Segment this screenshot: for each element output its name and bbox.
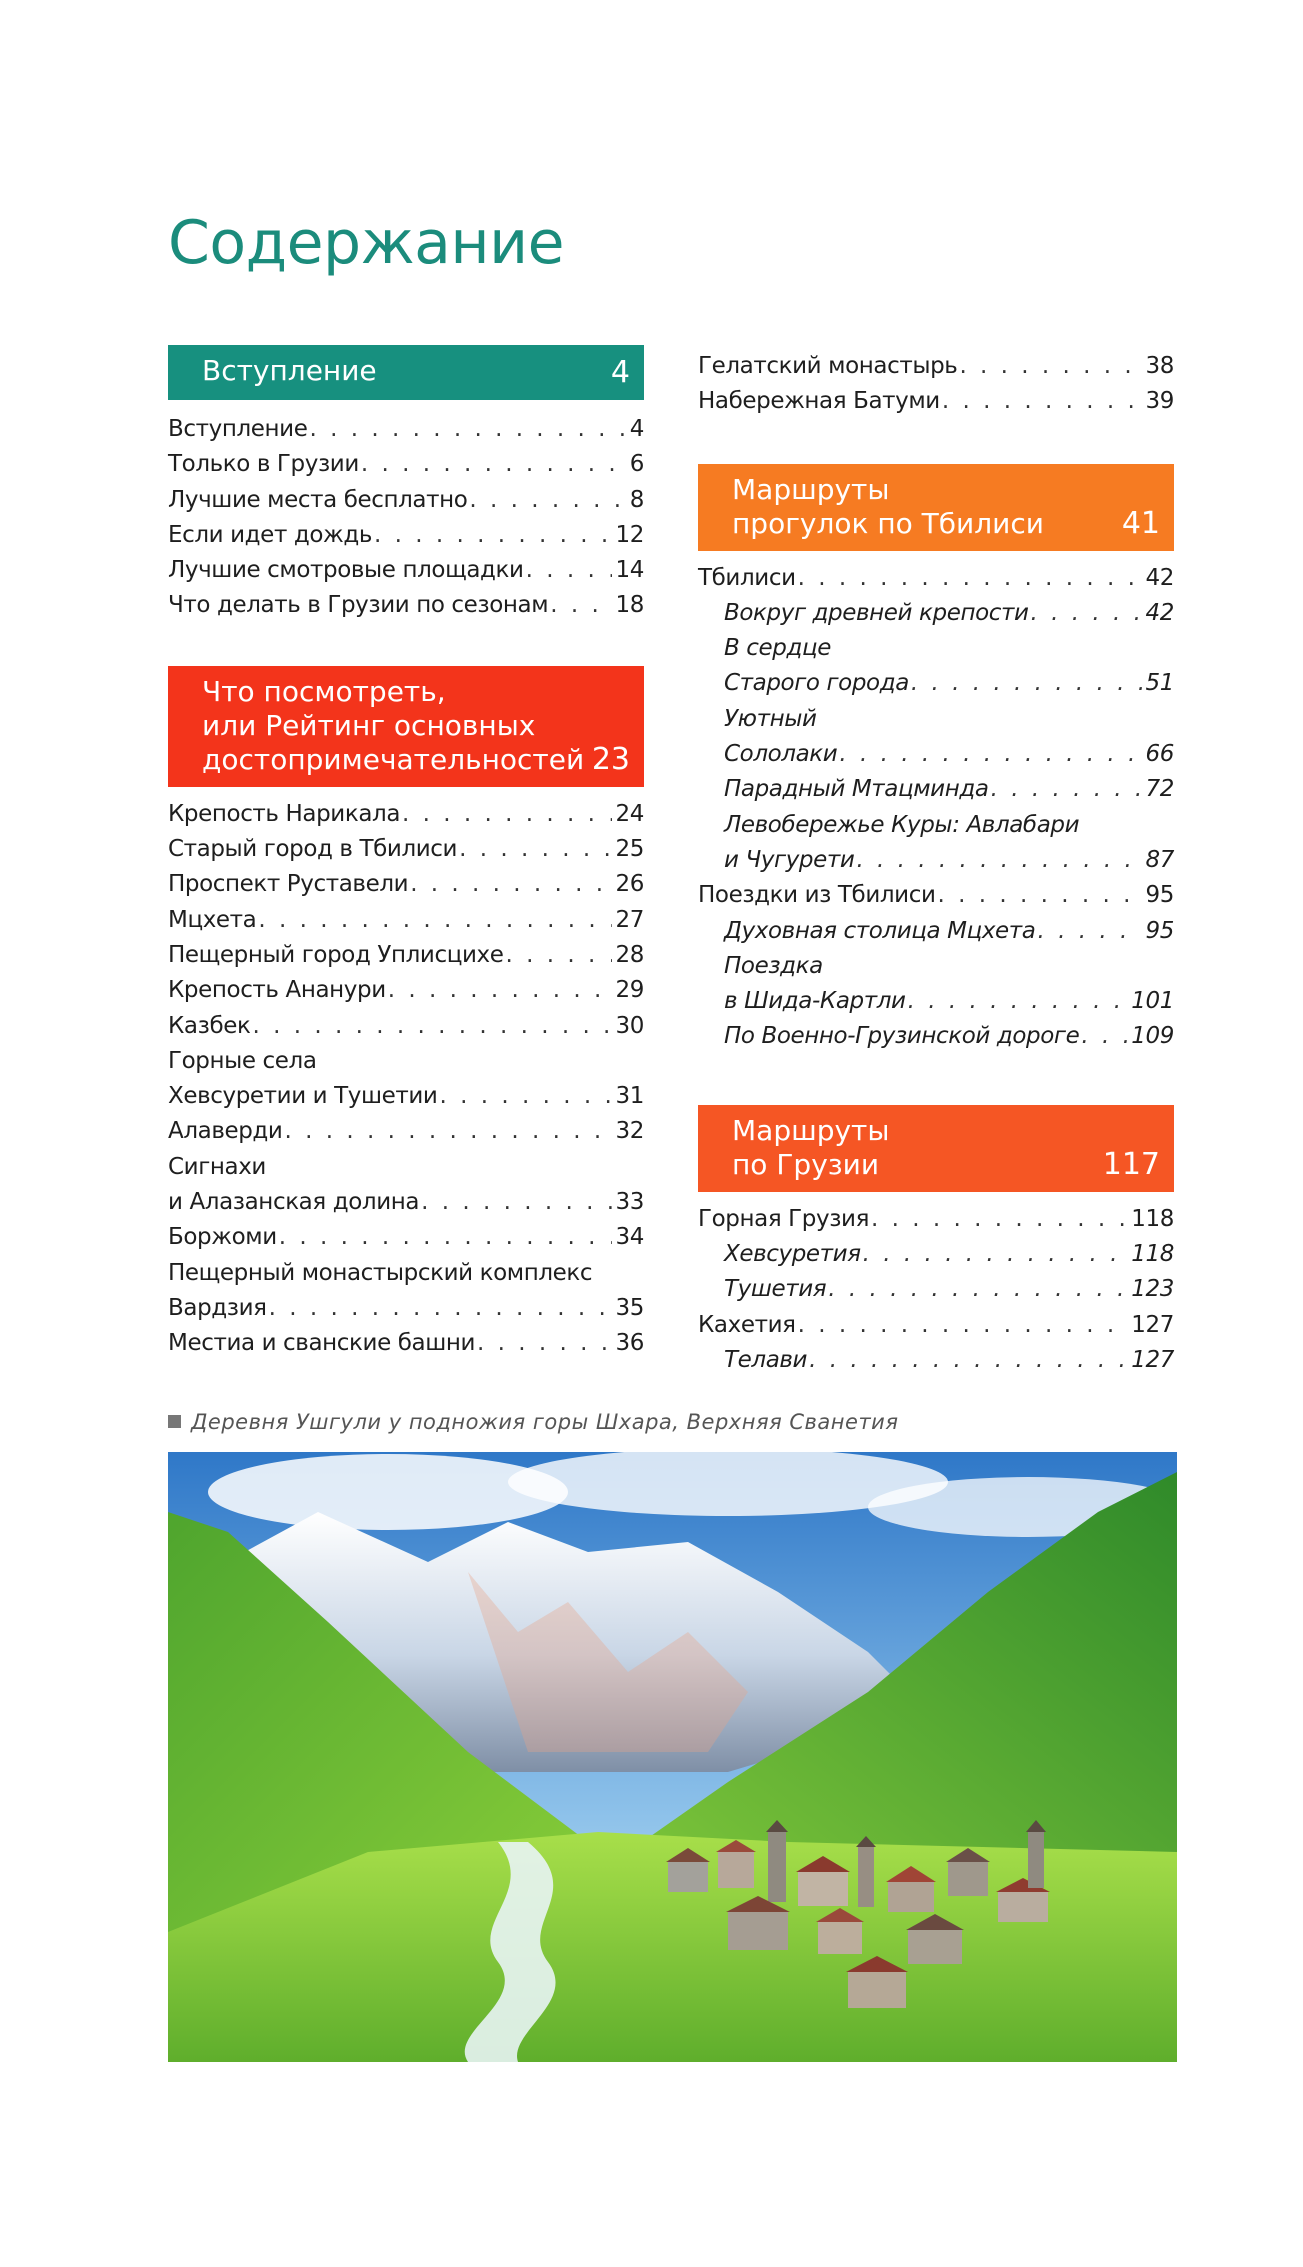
dot-leader [526, 553, 612, 588]
toc-entry-title: В сердце [724, 635, 831, 662]
dot-leader [309, 412, 625, 447]
toc-entry[interactable] [168, 553, 644, 588]
toc-entry-page: 14 [615, 557, 644, 584]
toc-entry-page: 28 [615, 941, 644, 968]
caption-square-icon [168, 1415, 181, 1428]
toc-left-column [168, 345, 644, 1362]
toc-entry[interactable] [698, 596, 1174, 631]
toc-entry-title: Алаверди [168, 1118, 283, 1145]
toc-entry-title: Боржоми [168, 1224, 277, 1251]
toc-entry-page: 42 [1145, 564, 1174, 591]
toc-entry-title: Старый город в Тбилиси [168, 836, 458, 863]
toc-entry[interactable] [168, 1114, 644, 1149]
dot-leader [402, 797, 612, 832]
toc-entry-page: 26 [615, 871, 644, 898]
toc-entry[interactable] [698, 843, 1174, 878]
dot-leader [410, 867, 611, 902]
dot-leader [991, 772, 1142, 807]
toc-entry-title: Сигнахи [168, 1153, 266, 1180]
toc-entry[interactable] [168, 867, 644, 902]
dot-leader [469, 483, 625, 518]
toc-entry-title: Если идет дождь [168, 521, 372, 548]
toc-entry-page: 18 [615, 592, 644, 619]
toc-entry[interactable] [168, 1185, 644, 1220]
toc-entry-title: Лучшие места бесплатно [168, 486, 468, 513]
section-page: 41 [1121, 505, 1160, 541]
toc-list-introduction [168, 412, 644, 624]
toc-entry-line[interactable] [698, 631, 1174, 666]
toc-entry[interactable] [168, 973, 644, 1008]
toc-entry-title: Хевсуретии и Тушетии [168, 1083, 438, 1110]
toc-entry-page: 27 [615, 906, 644, 933]
section-page: 4 [610, 355, 630, 390]
toc-entry-title: Поездка [724, 952, 823, 979]
toc-entry-title: Мцхета [168, 906, 257, 933]
toc-entry[interactable] [698, 737, 1174, 772]
dot-leader [388, 973, 612, 1008]
toc-entry-title: Местиа и сванские башни [168, 1330, 476, 1357]
section-title: Что посмотреть, или Рейтинг основных достопримечательностей [202, 674, 585, 776]
toc-entry-page: 87 [1145, 846, 1174, 873]
toc-entry-title: и Алазанская долина [168, 1189, 420, 1216]
dot-leader [856, 843, 1141, 878]
toc-entry-title: Только в Грузии [168, 451, 359, 478]
dot-leader [550, 588, 611, 623]
toc-list-georgia-routes [698, 1202, 1174, 1378]
dot-leader [938, 878, 1142, 913]
toc-entry[interactable] [168, 1220, 644, 1255]
toc-entry-page: 109 [1131, 1023, 1174, 1050]
toc-entry-page: 33 [615, 1189, 644, 1216]
toc-entry-page: 38 [1145, 353, 1174, 379]
section-banner-georgia-routes[interactable] [698, 1105, 1174, 1192]
toc-entry-title: По Военно-Грузинской дороге [724, 1023, 1080, 1050]
toc-entry[interactable] [698, 1237, 1174, 1272]
toc-entry-title: Телави [724, 1346, 808, 1373]
toc-entry[interactable] [698, 1019, 1174, 1054]
toc-entry[interactable] [698, 666, 1174, 701]
dot-leader [421, 1185, 611, 1220]
toc-entry-page: 127 [1131, 1346, 1174, 1373]
dot-leader [1037, 914, 1141, 949]
toc-entry-page: 51 [1145, 670, 1174, 697]
toc-entry[interactable] [698, 1343, 1174, 1378]
toc-entry[interactable] [698, 914, 1174, 949]
toc-entry-page: 66 [1145, 741, 1174, 768]
toc-entry-page: 123 [1131, 1276, 1174, 1303]
toc-entry-line[interactable] [698, 702, 1174, 737]
toc-entry-page: 42 [1145, 599, 1174, 626]
toc-list-tbilisi-walks [698, 561, 1174, 1055]
toc-entry-title: Вардзия [168, 1294, 267, 1321]
toc-entry-line[interactable] [168, 1256, 644, 1291]
photo-ushguli [168, 1452, 1177, 2062]
dot-leader [839, 737, 1141, 772]
toc-entry-title: Старого города [724, 670, 909, 697]
dot-leader [911, 666, 1142, 701]
dot-leader [863, 1237, 1128, 1272]
toc-entry[interactable] [698, 1202, 1174, 1237]
toc-entry[interactable] [168, 412, 644, 447]
dot-leader [361, 447, 626, 482]
toc-entry-title: Тбилиси [698, 564, 796, 591]
toc-entry-title: Лучшие смотровые площадки [168, 557, 524, 584]
toc-entry[interactable] [698, 349, 1174, 384]
toc-entry[interactable] [168, 518, 644, 553]
dot-leader [459, 832, 611, 867]
toc-entry-page: 29 [615, 977, 644, 1004]
toc-entry-title: Горные села [168, 1047, 317, 1074]
toc-entry-page: 127 [1131, 1311, 1174, 1338]
dot-leader [374, 518, 612, 553]
section-title: Вступление [202, 354, 377, 387]
toc-entry[interactable] [168, 588, 644, 623]
toc-entry-page: 25 [615, 836, 644, 863]
toc-entry-page: 30 [615, 1012, 644, 1039]
toc-entry[interactable] [698, 772, 1174, 807]
toc-entry-title: и Чугурети [724, 846, 855, 873]
toc-entry-page: 8 [629, 486, 644, 513]
toc-list-sights [168, 797, 644, 1362]
toc-entry-title: Хевсуретия [724, 1241, 861, 1268]
dot-leader [1081, 1019, 1127, 1054]
toc-entry-title: Казбек [168, 1012, 251, 1039]
toc-entry-title: Вступление [168, 416, 308, 442]
toc-entry[interactable] [168, 1326, 644, 1361]
toc-entry[interactable] [168, 797, 644, 832]
toc-entry-title: Поездки из Тбилиси [698, 882, 936, 909]
toc-entry[interactable] [698, 878, 1174, 913]
section-page: 117 [1102, 1146, 1160, 1182]
page-title: Содержание [168, 208, 565, 278]
dot-leader [439, 1079, 611, 1114]
toc-entry-title: Тушетия [724, 1276, 827, 1303]
toc-entry-page: 31 [615, 1083, 644, 1110]
toc-entry-page: 24 [615, 800, 644, 827]
section-banner-introduction[interactable] [168, 345, 644, 400]
toc-entry-page: 35 [615, 1294, 644, 1321]
toc-entry-page: 39 [1145, 388, 1174, 415]
dot-leader [477, 1326, 611, 1361]
toc-entry-page: 95 [1145, 917, 1174, 944]
dot-leader [269, 1291, 612, 1326]
dot-leader [908, 984, 1128, 1019]
section-title: Маршруты по Грузии [732, 1113, 890, 1181]
toc-entry-line[interactable] [168, 1150, 644, 1185]
section-page: 23 [591, 741, 630, 777]
section-banner-tbilisi-walks[interactable] [698, 464, 1174, 551]
toc-entry[interactable] [168, 1291, 644, 1326]
dot-leader [828, 1272, 1127, 1307]
toc-entry-page: 101 [1131, 988, 1174, 1015]
toc-entry-page: 12 [615, 521, 644, 548]
toc-entry-title: Набережная Батуми [698, 388, 940, 415]
dot-leader [284, 1114, 611, 1149]
toc-entry-page: 118 [1131, 1205, 1174, 1232]
toc-entry-title: Пещерный город Уплисцихе [168, 941, 504, 968]
toc-entry[interactable] [698, 561, 1174, 596]
dot-leader [258, 903, 611, 938]
toc-entry[interactable] [168, 832, 644, 867]
toc-entry-title: в Шида-Картли [724, 988, 906, 1015]
dot-leader [871, 1202, 1127, 1237]
toc-entry-line[interactable] [698, 949, 1174, 984]
toc-entry-title: Сололаки [724, 741, 838, 768]
caption-text: Деревня Ушгули у подножия горы Шхара, Верхняя Сванетия [191, 1410, 899, 1434]
toc-entry-page: 34 [615, 1224, 644, 1251]
toc-entry[interactable] [698, 984, 1174, 1019]
toc-right-column [698, 345, 1174, 1378]
toc-entry-title: Пещерный монастырский комплекс [168, 1259, 593, 1286]
toc-entry-title: Проспект Руставели [168, 871, 409, 898]
dot-leader [798, 1308, 1128, 1343]
dot-leader [1031, 596, 1142, 631]
toc-entry-line[interactable] [168, 1044, 644, 1079]
toc-entry-title: Вокруг древней крепости [724, 599, 1029, 626]
dot-leader [959, 349, 1141, 384]
dot-leader [505, 938, 611, 973]
toc-entry-page: 6 [629, 451, 644, 478]
dot-leader [279, 1220, 612, 1255]
toc-entry-title: Парадный Мтацминда [724, 776, 989, 803]
toc-entry[interactable] [168, 447, 644, 482]
dot-leader [252, 1009, 611, 1044]
photo-caption [168, 1410, 898, 1434]
toc-entry-page: 32 [615, 1118, 644, 1145]
toc-entry-title: Что делать в Грузии по сезонам [168, 592, 549, 619]
toc-entry[interactable] [168, 483, 644, 518]
toc-entry-title: Крепость Ананури [168, 977, 386, 1004]
toc-entry[interactable] [168, 938, 644, 973]
toc-entry-title: Крепость Нарикала [168, 800, 401, 827]
toc-entry[interactable] [698, 384, 1174, 419]
toc-entry-title: Уютный [724, 705, 817, 732]
dot-leader [942, 384, 1142, 419]
toc-entry-line[interactable] [698, 808, 1174, 843]
dot-leader [809, 1343, 1127, 1378]
toc-entry[interactable] [168, 903, 644, 938]
toc-entry-page: 118 [1131, 1241, 1174, 1268]
toc-entry-title: Духовная столица Мцхета [724, 917, 1036, 944]
toc-list-sights-continued [698, 349, 1174, 420]
toc-entry-title: Гелатский монастырь [698, 353, 958, 379]
toc-entry[interactable] [698, 1272, 1174, 1307]
section-title: Маршруты прогулок по Тбилиси [732, 472, 1044, 540]
toc-entry[interactable] [168, 1009, 644, 1044]
toc-entry-page: 72 [1145, 776, 1174, 803]
toc-entry[interactable] [168, 1079, 644, 1114]
dot-leader [798, 561, 1142, 596]
toc-entry-title: Горная Грузия [698, 1205, 870, 1232]
toc-entry-title: Левобережье Куры: Авлабари [724, 811, 1080, 838]
section-banner-sights[interactable] [168, 666, 644, 787]
toc-entry[interactable] [698, 1308, 1174, 1343]
toc-entry-page: 36 [615, 1330, 644, 1357]
toc-entry-page: 95 [1145, 882, 1174, 909]
toc-entry-title: Кахетия [698, 1311, 796, 1338]
toc-entry-page: 4 [629, 416, 644, 442]
